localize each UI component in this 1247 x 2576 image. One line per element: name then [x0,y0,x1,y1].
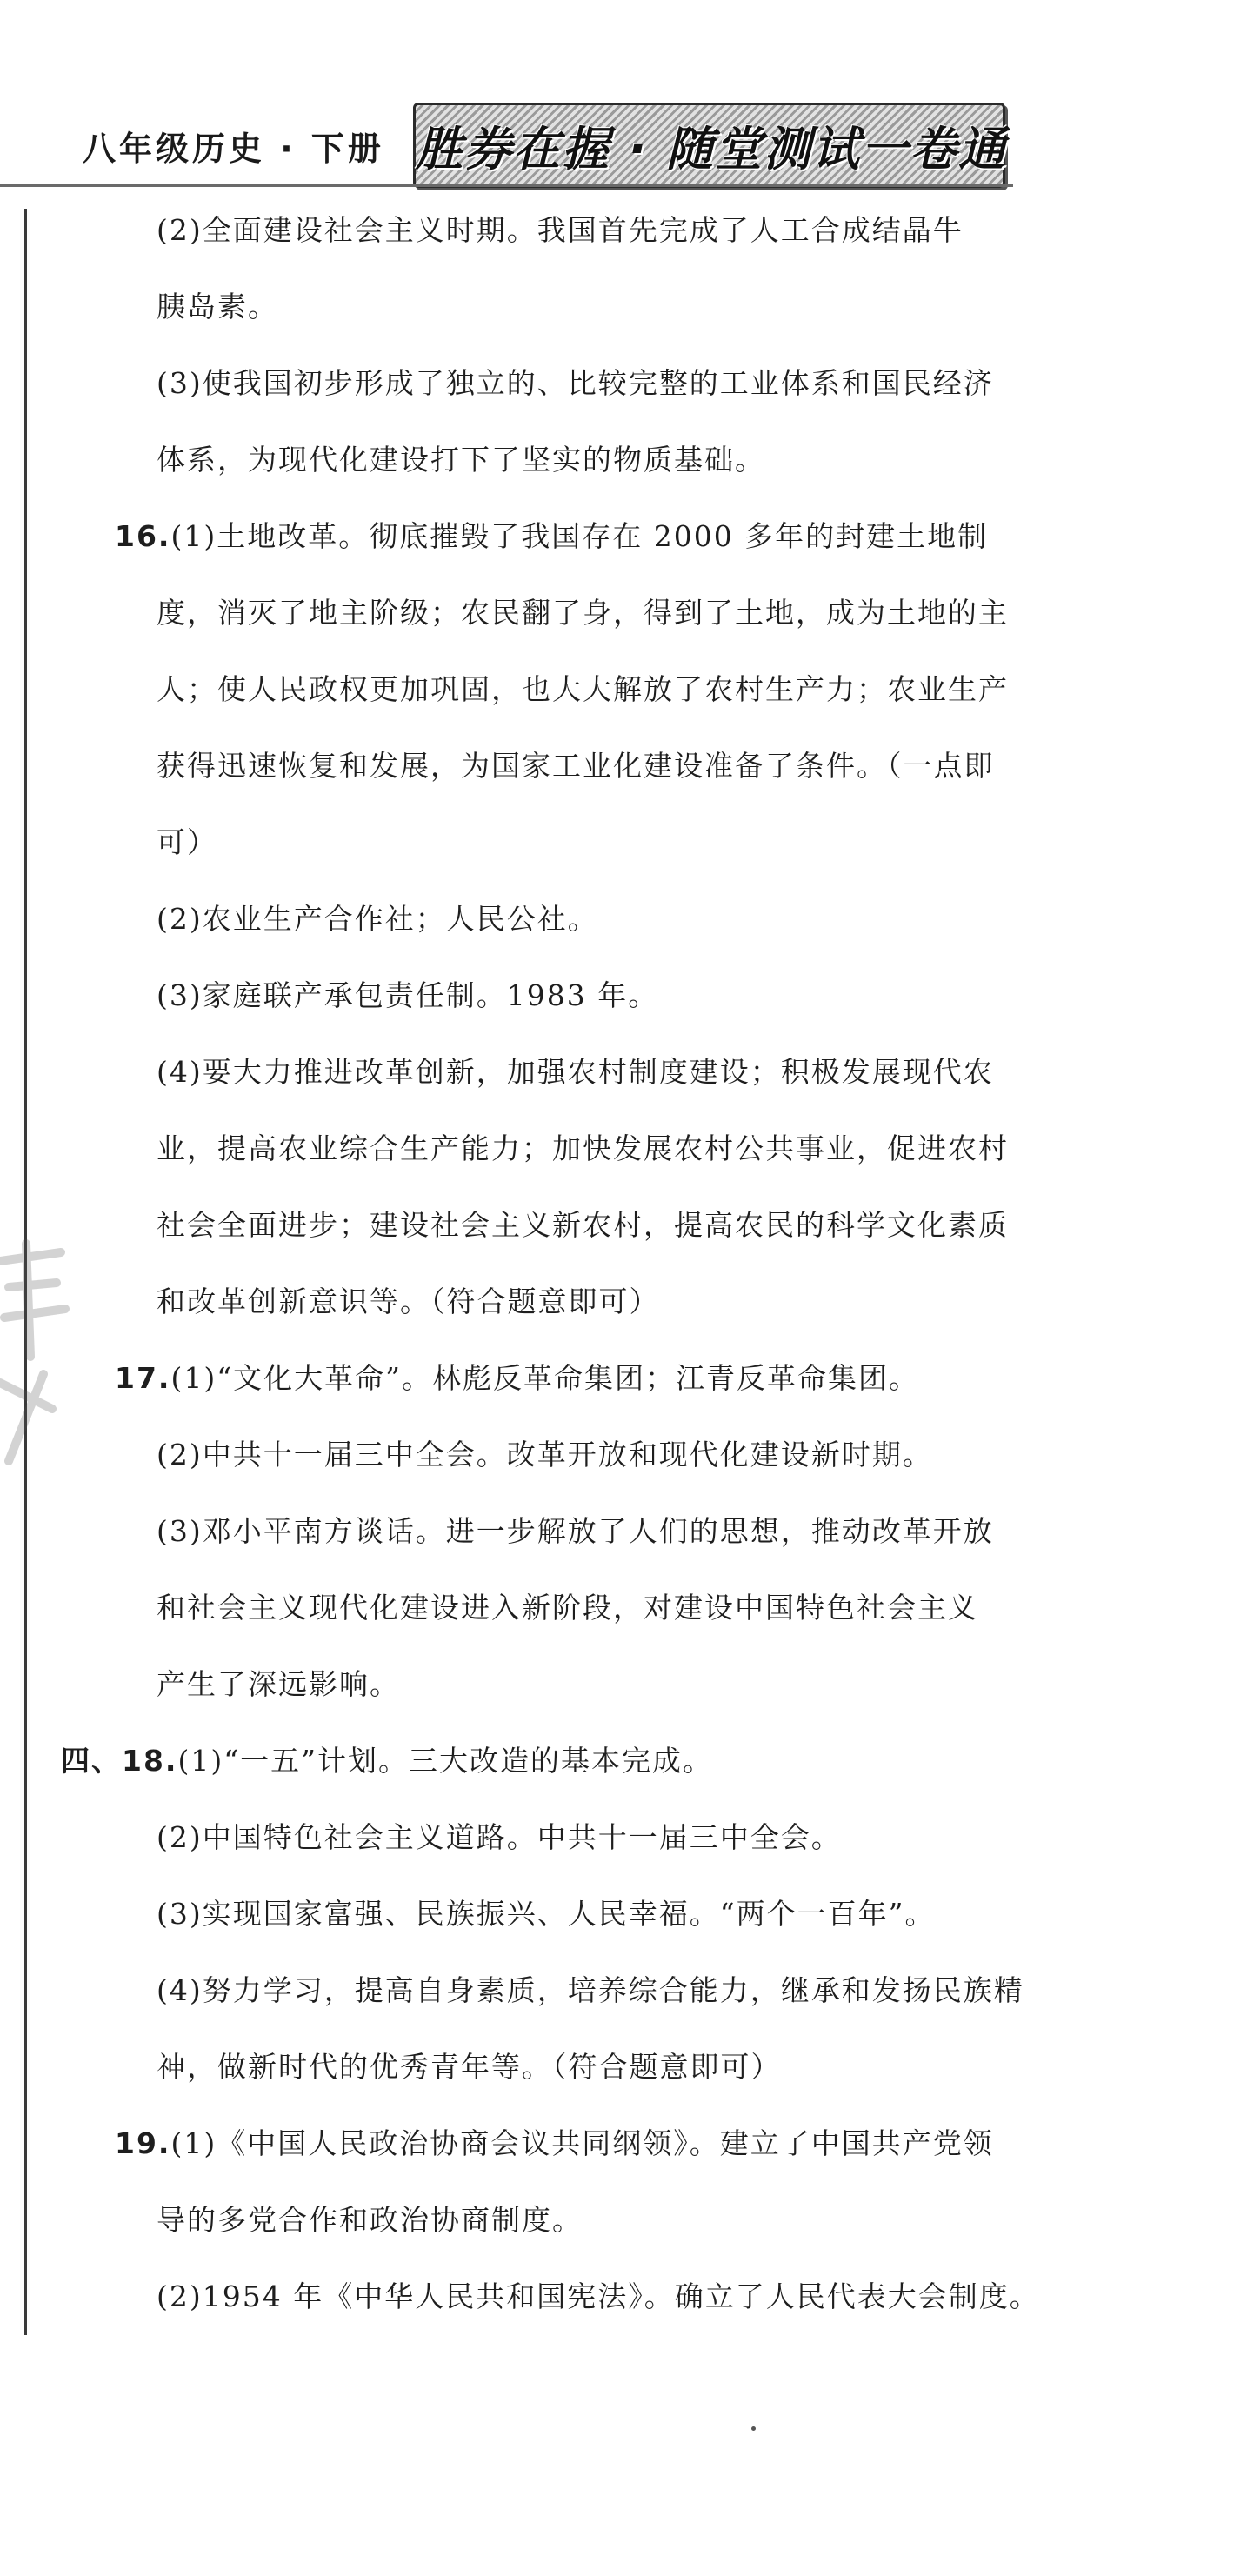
q16-answer-4-line-3: 社会全面进步；建设社会主义新农村，提高农民的科学文化素质 [157,1208,1009,1242]
section-four-label: 四、 [61,1744,122,1778]
background-watermark [0,1235,70,1496]
q16-answer-3: (3)家庭联产承包责任制。1983 年。 [157,978,659,1012]
q19-answer-1-line-2: 导的多党合作和政治协商制度。 [157,2203,583,2237]
q18-answer-1-text: (1)“一五”计划。三大改造的基本完成。 [177,1744,713,1778]
scan-speck [751,2426,756,2431]
q16-number: 16. [115,519,171,553]
book-title: 八年级历史 · 下册 [83,130,384,168]
q18-answer-3: (3)实现国家富强、民族振兴、人民幸福。“两个一百年”。 [157,1897,936,1931]
header-rule [0,184,1013,187]
q17-answer-3-line-2: 和社会主义现代化建设进入新阶段，对建设中国特色社会主义 [157,1591,978,1625]
q18-answer-2: (2)中国特色社会主义道路。中共十一届三中全会。 [157,1820,842,1854]
q15-answer-2-line-1: (2)全面建设社会主义时期。我国首先完成了人工合成结晶牛 [157,213,964,247]
q17-answer-1-text: (1)“文化大革命”。林彪反革命集团；江青反革命集团。 [170,1361,919,1395]
q17-number: 17. [115,1361,171,1395]
q18-number: 18. [122,1744,178,1778]
q15-answer-3-line-1: (3)使我国初步形成了独立的、比较完整的工业体系和国民经济 [157,366,994,400]
q16-answer-1-text: (1)土地改革。彻底摧毁了我国存在 2000 多年的封建土地制 [170,519,989,553]
q16-answer-1-line-5: 可） [157,825,217,859]
q16-answer-4-line-4: 和改革创新意识等。（符合题意即可） [157,1285,660,1318]
q16-answer-1-line-3: 人；使人民政权更加巩固，也大大解放了农村生产力；农业生产 [157,672,1009,706]
q15-answer-3-line-2: 体系，为现代化建设打下了坚实的物质基础。 [157,443,765,477]
q16-answer-1-line-4: 获得迅速恢复和发展，为国家工业化建设准备了条件。（一点即 [157,749,995,783]
q18-answer-4-line-1: (4)努力学习，提高自身素质，培养综合能力，继承和发扬民族精 [157,1973,1024,2007]
q16-answer-1-line-2: 度，消灭了地主阶级；农民翻了身，得到了土地，成为土地的主 [157,596,1009,630]
q16-answer-1-line-1 [115,519,988,554]
q19-number: 19. [115,2126,171,2160]
q17-answer-1 [115,1361,919,1396]
q15-answer-2-line-2: 胰岛素。 [157,290,278,324]
series-banner-text: 胜券在握 · 随堂测试一卷通 [416,122,1008,177]
q19-answer-1-text: (1)《中国人民政治协商会议共同纲领》。建立了中国共产党领 [170,2126,994,2160]
q17-answer-2: (2)中共十一届三中全会。改革开放和现代化建设新时期。 [157,1438,933,1472]
q16-answer-4-line-1: (4)要大力推进改革创新，加强农村制度建设；积极发展现代农 [157,1055,994,1089]
page-header [0,0,1247,200]
q16-answer-4-line-2: 业，提高农业综合生产能力；加快发展农村公共事业，促进农村 [157,1131,1009,1165]
series-banner [413,103,1008,188]
q17-answer-3-line-3: 产生了深远影响。 [157,1667,400,1701]
q19-answer-2: (2)1954 年《中华人民共和国宪法》。确立了人民代表大会制度。 [157,2279,1040,2313]
q16-answer-2: (2)农业生产合作社；人民公社。 [157,902,598,936]
q17-answer-3-line-1: (3)邓小平南方谈话。进一步解放了人们的思想，推动改革开放 [157,1514,994,1548]
q18-answer-4-line-2: 神，做新时代的优秀青年等。（符合题意即可） [157,2050,782,2084]
q18-answer-1 [61,1744,713,1779]
q19-answer-1-line-1 [115,2126,994,2161]
